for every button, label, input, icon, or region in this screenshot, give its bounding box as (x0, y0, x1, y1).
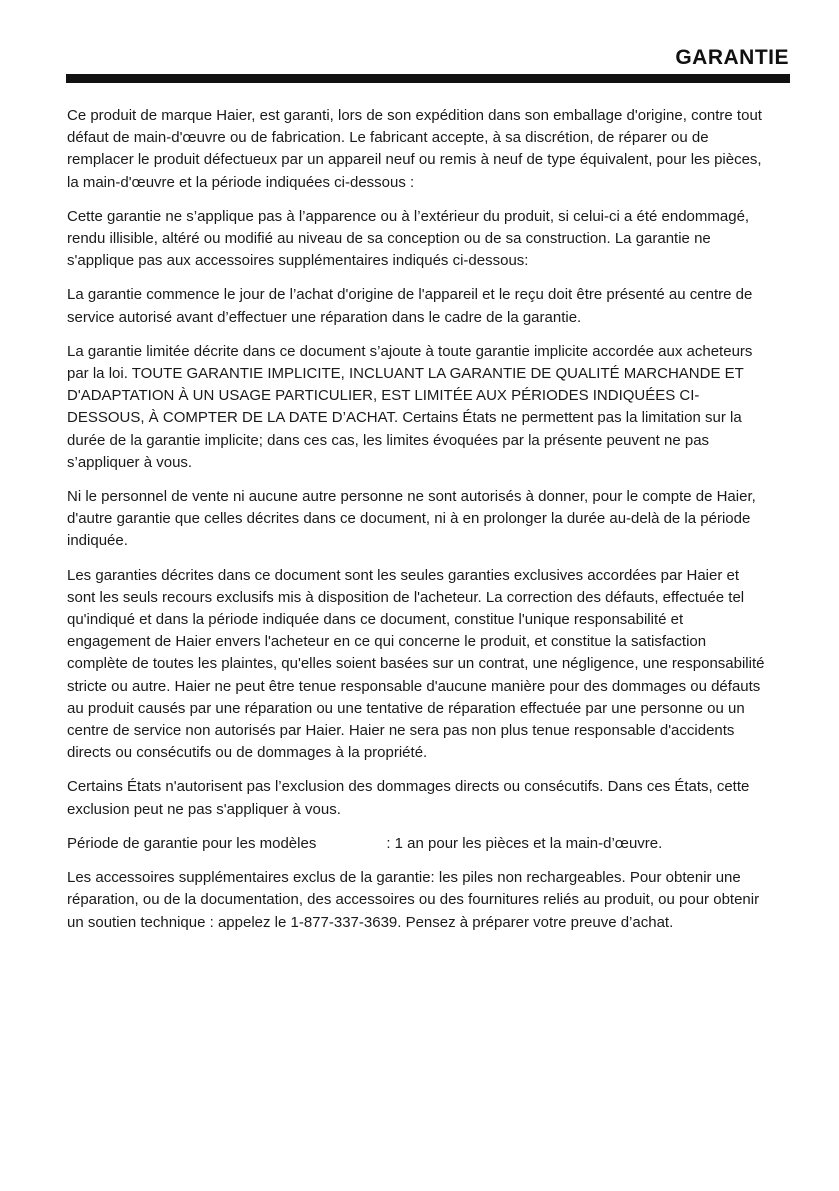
paragraph-start-date: La garantie commence le jour de l’achat d'origine de l'appareil et le reçu doit être présenté au centre de service autorisé avant d’effectuer une réparation dans le cadre de la garantie. (67, 286, 753, 326)
paragraph-exclusive-remedies: Les garanties décrites dans ce document sont les seules garanties exclusives accordées par Haier et sont les seuls recours exclusifs mis à disposition de l'acheteur. La correction des défauts, effectuée tel qu'indiqué et dans la période indiquée dans ce document, constitue l'unique responsabilité et engagement de Haier envers l'acheteur en ce qui concerne le produit, et constitue la satisfaction complète de toutes les plaintes, qu'elles soient basées sur un contrat, une négligence, une responsabilité stricte ou autre. Haier ne peut être tenue responsable d'aucune manière pour des dommages ou défauts au produit causés par une réparation ou une tentative de réparation effectuée par une personne ou un centre de service non autorisés par Haier. Haier ne sera pas non plus tenue responsable d'accidents directs ou consécutifs ou de dommages à la propriété. (67, 566, 765, 762)
paragraph-implied-warranty: La garantie limitée décrite dans ce document s’ajoute à toute garantie implicite accordée aux acheteurs par la loi. TOUTE GARANTIE IMPLICITE, INCLUANT LA GARANTIE DE QUALITÉ MARCHANDE ET D'ADAPTATION À UN USAGE PARTICULIER, EST LIMITÉE AUX PÉRIODES INDIQUÉES CI-DESSOUS, À COMPTER DE LA DATE D’ACHAT. Certains États ne permettent pas la limitation sur la durée de la garantie implicite; dans ces cas, les limites évoquées par la présente peuvent ne pas s’appliquer à vous. (67, 342, 753, 471)
paragraph-exclusions: Cette garantie ne s’applique pas à l’apparence ou à l’extérieur du produit, si celui-ci a été endommagé, rendu illisible, altéré ou modifié au niveau de sa conception ou de sa construction. La garantie ne s'applique pas aux accessoires supplémentaires indiqués ci-dessous: (67, 207, 750, 270)
warranty-period (67, 833, 767, 855)
warranty-text (67, 105, 767, 946)
paragraph-sales-personnel: Ni le personnel de vente ni aucune autre personne ne sont autorisés à donner, pour le compte de Haier, d'autre garantie que celles décrites dans ce document, ni à en prolonger la durée au-delà de la période indiquée. (67, 488, 756, 550)
warranty-period-label: Période de garantie pour les modèles (67, 834, 317, 852)
page-title: GARANTIE (675, 46, 789, 69)
paragraph-accessories-contact: Les accessoires supplémentaires exclus de la garantie: les piles non rechargeables. Pour obtenir une réparation, ou de la documentation, des accessoires ou des fournitures reliés au produit, ou pour obtenir un soutien technique : appelez le 1-877-337-3639. Pensez à préparer votre preuve d’achat. (67, 869, 760, 931)
title-rule (66, 74, 790, 83)
paragraph-intro: Ce produit de marque Haier, est garanti, lors de son expédition dans son emballage d'origine, contre tout défaut de main-d'œuvre ou de fabrication. Le fabricant accepte, à sa discrétion, de réparer ou de remplacer le produit défectueux par un appareil neuf ou remis à neuf de type équivalent, pour les pièces, la main-d'œuvre et la période indiquées ci-dessous : (67, 107, 762, 191)
paragraph-state-exclusions: Certains États n'autorisent pas l’exclusion des dommages directs ou consécutifs. Dans ces États, cette exclusion peut ne pas s'appliquer à vous. (67, 778, 750, 818)
warranty-period-value: : 1 an pour les pièces et la main-d’œuvre. (386, 834, 663, 852)
